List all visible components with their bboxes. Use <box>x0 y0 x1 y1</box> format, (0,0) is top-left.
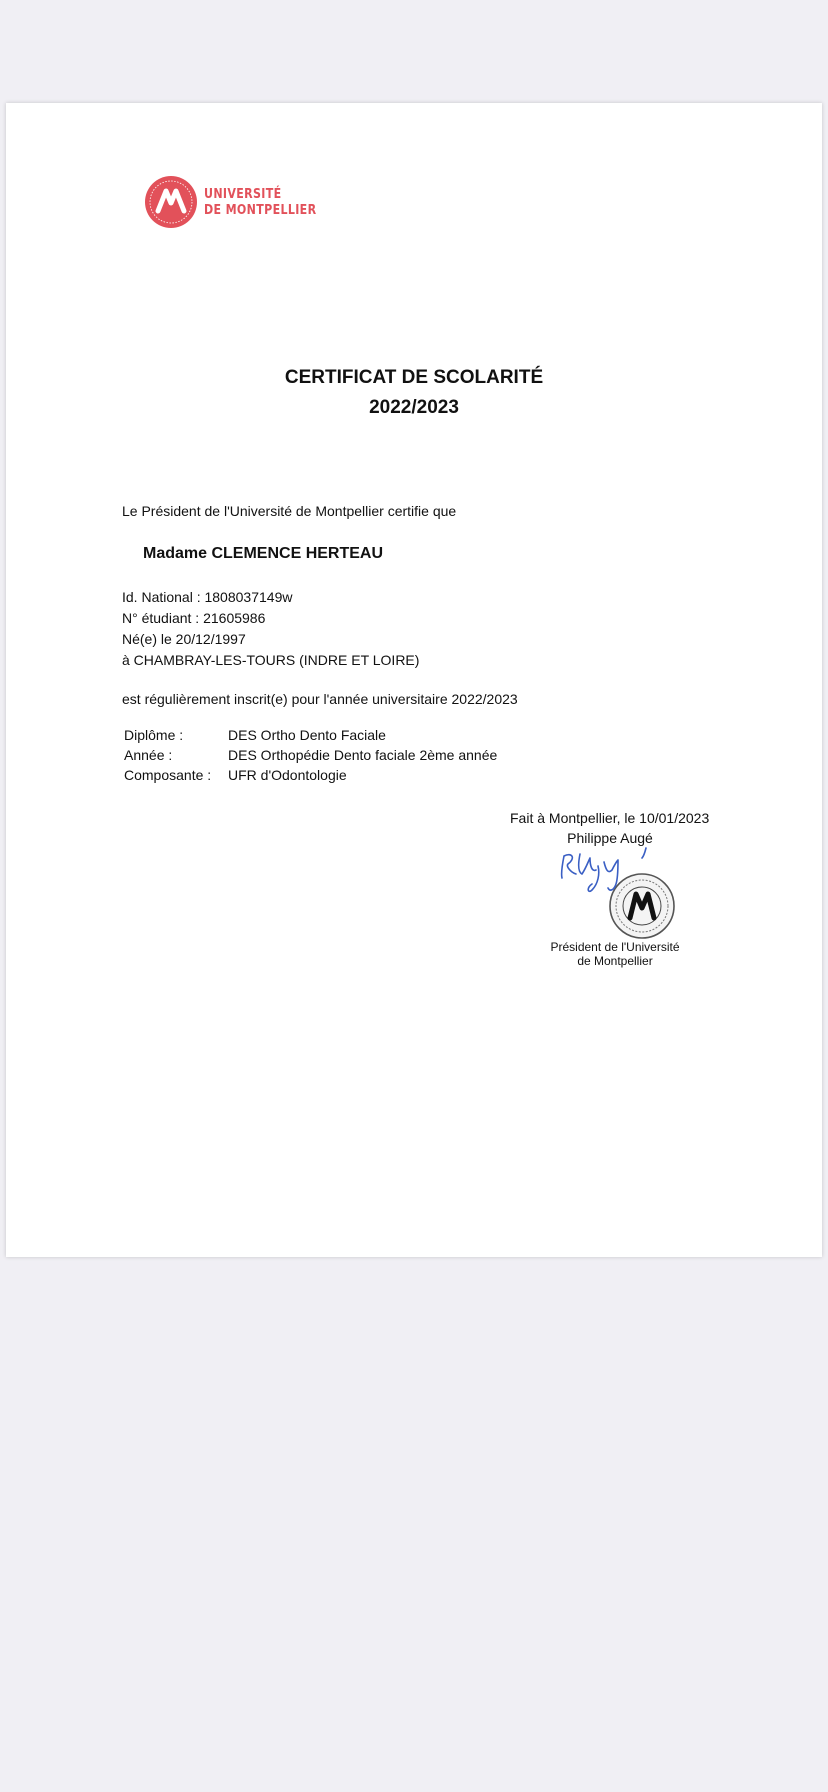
handwritten-signature-icon <box>556 844 666 904</box>
signer-role <box>510 940 720 968</box>
certificate-title: CERTIFICAT DE SCOLARITÉ <box>284 367 544 388</box>
intro-text: Le Président de l'Université de Montpellier certifie que <box>122 503 457 519</box>
student-identity <box>122 587 419 671</box>
national-id: Id. National : 1808037149w <box>122 589 293 605</box>
student-name: Madame CLEMENCE HERTEAU <box>143 545 384 562</box>
component-value: UFR d'Odontologie <box>228 767 347 783</box>
birth-date: Né(e) le 20/12/1997 <box>122 631 246 647</box>
component-label: Composante : <box>124 767 212 783</box>
signer-name: Philippe Augé <box>567 830 653 846</box>
diploma-details <box>124 725 497 785</box>
university-seal-icon <box>144 175 198 229</box>
diploma-row <box>124 765 497 785</box>
logo-line-2: DE MONTPELLIER <box>204 202 317 218</box>
university-logo <box>144 175 341 229</box>
enrollment-text: est régulièrement inscrit(e) pour l'année universitaire 2022/2023 <box>122 691 518 707</box>
birth-place: à CHAMBRAY-LES-TOURS (INDRE ET LOIRE) <box>122 652 420 668</box>
place-and-date: Fait à Montpellier, le 10/01/2023 <box>510 810 710 826</box>
diploma-value: DES Ortho Dento Faciale <box>228 727 386 743</box>
role-line-2: de Montpellier <box>577 954 653 968</box>
academic-year: 2022/2023 <box>369 397 459 418</box>
year-label: Année : <box>124 747 173 763</box>
diploma-label: Diplôme : <box>124 727 184 743</box>
diploma-row <box>124 745 497 765</box>
student-number: N° étudiant : 21605986 <box>122 610 266 626</box>
logo-line-1: UNIVERSITÉ <box>204 186 282 202</box>
role-line-1: Président de l'Université <box>550 940 680 954</box>
university-logo-text <box>204 186 316 218</box>
certificate-page <box>6 103 822 1257</box>
year-value: DES Orthopédie Dento faciale 2ème année <box>228 747 498 763</box>
diploma-row <box>124 725 497 745</box>
